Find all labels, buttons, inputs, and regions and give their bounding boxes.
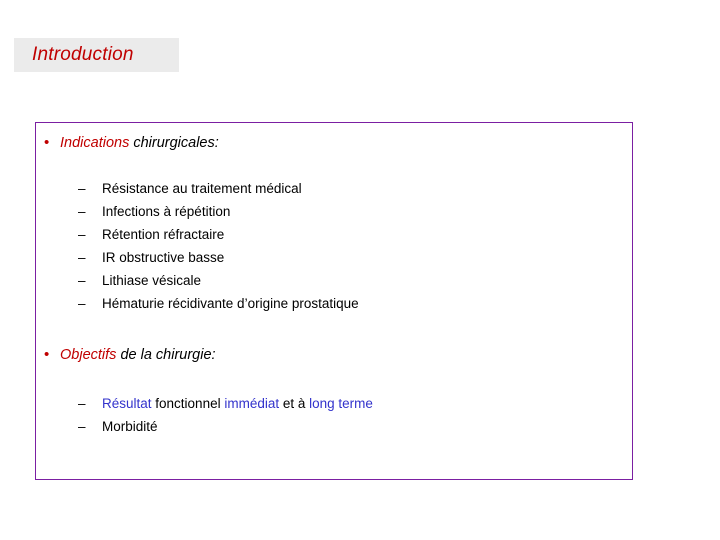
- list-item-label: IR obstructive basse: [102, 250, 225, 265]
- list-item-label: Infections à répétition: [102, 204, 231, 219]
- list-item: [78, 419, 373, 442]
- dash-icon: –: [78, 396, 86, 411]
- list-item: [78, 250, 359, 273]
- list-item-label: Résistance au traitement médical: [102, 181, 302, 196]
- list-item-label: Rétention réfractaire: [102, 227, 225, 242]
- list-item-label: Lithiase vésicale: [102, 273, 202, 288]
- bullet-indications: [44, 134, 219, 152]
- bullet-indications-highlight: Indications: [60, 135, 130, 151]
- bullet-objectifs-rest: de la chirurgie:: [116, 347, 216, 363]
- list-item: [78, 296, 359, 319]
- bullet-dot-icon: •: [44, 346, 50, 363]
- page-title: Introduction: [32, 44, 134, 65]
- list-item-label: Morbidité: [102, 419, 158, 434]
- dash-icon: –: [78, 296, 86, 311]
- objectifs-list: [78, 396, 373, 442]
- dash-icon: –: [78, 181, 86, 196]
- bullet-objectifs: [44, 346, 216, 364]
- dash-icon: –: [78, 227, 86, 242]
- list-item-part: et à: [282, 396, 310, 411]
- indications-list: [78, 181, 359, 319]
- list-item-label: Hématurie récidivante d’origine prostatique: [102, 296, 359, 311]
- list-item-part: long terme: [309, 396, 373, 411]
- list-item: [78, 273, 359, 296]
- dash-icon: –: [78, 273, 86, 288]
- dash-icon: –: [78, 204, 86, 219]
- list-item-label: [102, 396, 373, 411]
- list-item-part: fonctionnel: [155, 396, 225, 411]
- list-item: [78, 396, 373, 419]
- list-item: [78, 204, 359, 227]
- dash-icon: –: [78, 250, 86, 265]
- bullet-indications-rest: chirurgicales:: [129, 135, 219, 151]
- bullet-dot-icon: •: [44, 134, 50, 151]
- list-item-part: immédiat: [224, 396, 283, 411]
- dash-icon: –: [78, 419, 86, 434]
- list-item: [78, 227, 359, 250]
- list-item: [78, 181, 359, 204]
- list-item-part: Résultat: [102, 396, 156, 411]
- bullet-indications-text: [60, 134, 219, 152]
- bullet-objectifs-highlight: Objectifs: [60, 347, 117, 363]
- bullet-objectifs-text: [60, 346, 216, 364]
